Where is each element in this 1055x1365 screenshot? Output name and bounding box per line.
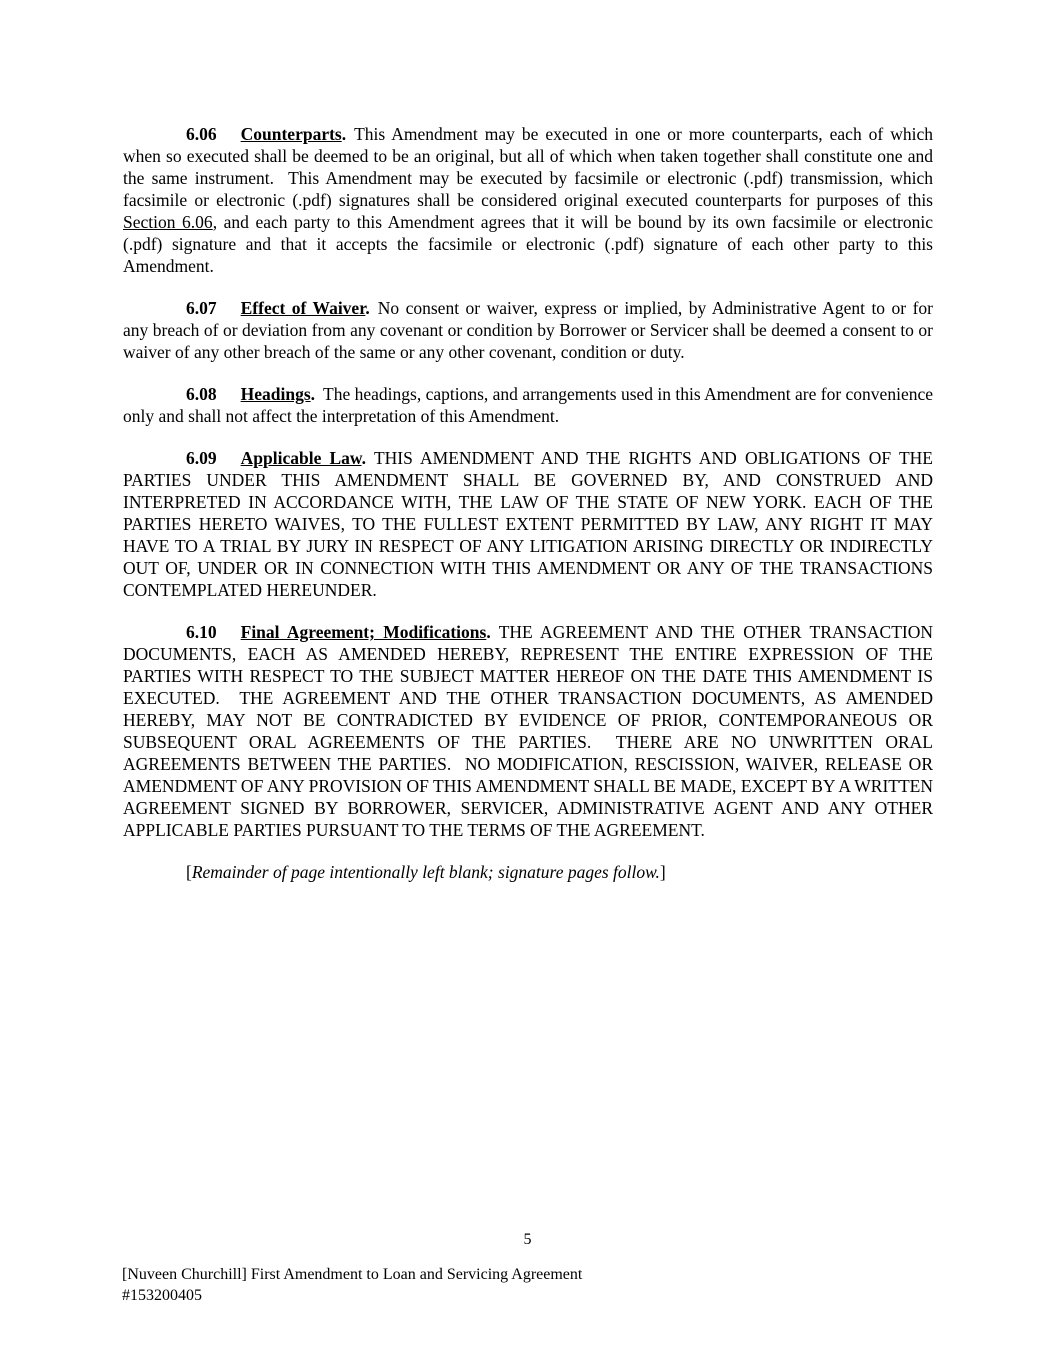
section-number: 6.07 [186,298,217,318]
section-body-text: No consent or waiver, express or implied, by Administrative Agent to or for any breach of or deviation from any covenant or condition by Borrower or Servicer shall be deemed a consent to or waiver of any other breach of the same or any other covenant, condition or duty. [123,298,933,362]
section-body-text: The headings, captions, and arrangements used in this Amendment are for convenience only and shall not affect the interpretation of this Amendment. [123,384,933,426]
section-number: 6.06 [186,124,217,144]
page-number: 5 [523,1231,532,1248]
note-text: Remainder of page intentionally left blank; signature pages follow. [191,862,660,882]
section-heading: Headings. [240,384,316,404]
section-body-text: THE AGREEMENT AND THE OTHER TRANSACTION DOCUMENTS, EACH AS AMENDED HEREBY, REPRESENT THE ENTIRE EXPRESSION OF THE PARTIES WITH RESPECT TO THE SUBJECT MATTER HEREOF ON THE DATE THIS AMENDMENT IS EXECUTED. THE AGREEMENT AND THE OTHER TRANSACTION DOCUMENTS, AS AMENDED HEREBY, MAY NOT BE CONTRADICTED BY EVIDENCE OF PRIOR, CONTEMPORANEOUS OR SUBSEQUENT ORAL AGREEMENTS OF THE PARTIES. THERE ARE NO UNWRITTEN ORAL AGREEMENTS BETWEEN THE PARTIES. NO MODIFICATION, RESCISSION, WAIVER, RELEASE OR AMENDMENT OF ANY PROVISION OF THIS AMENDMENT SHALL BE MADE, EXCEPT BY A WRITTEN AGREEMENT SIGNED BY BORROWER, SERVICER, ADMINISTRATIVE AGENT AND ANY OTHER APPLICABLE PARTIES PURSUANT TO THE TERMS OF THE AGREEMENT. [123,622,933,840]
section-heading: Final Agreement; Modifications. [240,622,491,642]
section-body-text: , and each party to this Amendment agrees that it will be bound by its own facsimile or electronic (.pdf) signature and that it accepts the facsimile or electronic (.pdf) signature of each other party to this Amendment. [123,212,933,276]
remainder-of-page-note [123,861,933,883]
section-heading: Applicable Law. [240,448,366,468]
section-number: 6.08 [186,384,217,404]
section-6-09-paragraph [123,447,933,601]
section-6-06-paragraph [123,123,933,277]
section-heading: Effect of Waiver. [240,298,370,318]
footer-document-title: [Nuveen Churchill] First Amendment to Loan and Servicing Agreement [122,1266,583,1283]
section-6-07-paragraph [123,297,933,363]
note-open-bracket: [ [186,862,192,882]
section-number: 6.09 [186,448,217,468]
section-6-08-paragraph [123,383,933,427]
document-body [123,123,933,903]
section-body-text: This Amendment may be executed in one or more counterparts, each of which when so executed shall be deemed to be an original, but all of which when taken together shall constitute one and the same instrument. This Amendment may be executed by facsimile or electronic (.pdf) transmission, which facsimile or electronic (.pdf) signatures shall be considered original executed counterparts for purposes of this [123,124,933,210]
section-number: 6.10 [186,622,217,642]
section-heading: Counterparts. [240,124,347,144]
note-close-bracket: ] [659,862,666,882]
footer-document-id: #153200405 [122,1287,202,1304]
document-footer [122,1264,582,1306]
section-6-10-paragraph [123,621,933,841]
section-body-text: THIS AMENDMENT AND THE RIGHTS AND OBLIGATIONS OF THE PARTIES UNDER THIS AMENDMENT SHALL BE GOVERNED BY, AND CONSTRUED AND INTERPRETED IN ACCORDANCE WITH, THE LAW OF THE STATE OF NEW YORK. EACH OF THE PARTIES HERETO WAIVES, TO THE FULLEST EXTENT PERMITTED BY LAW, ANY RIGHT IT MAY HAVE TO A TRIAL BY JURY IN RESPECT OF ANY LITIGATION ARISING DIRECTLY OR INDIRECTLY OUT OF, UNDER OR IN CONNECTION WITH THIS AMENDMENT OR ANY OF THE TRANSACTIONS CONTEMPLATED HEREUNDER. [123,448,933,600]
section-cross-reference: Section 6.06 [123,212,213,232]
